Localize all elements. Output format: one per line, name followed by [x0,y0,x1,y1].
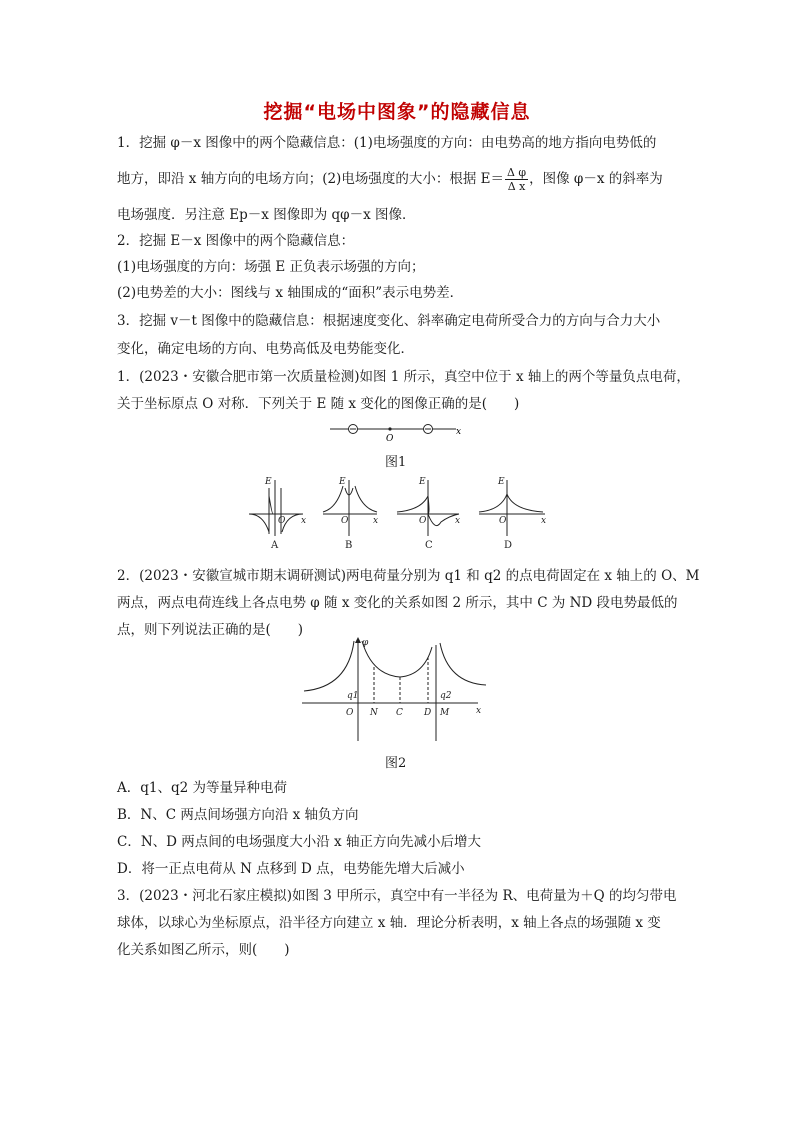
figure-2-caption: 图2 [385,756,407,771]
fig2-C-label: C [396,708,403,718]
delta-phi-over-delta-x [505,166,528,193]
optD-x-label: x [541,516,547,526]
optB-E-label: E [339,477,346,487]
optA-E-label: E [265,477,272,487]
q3-line-2: 球体，以球心为坐标原点，沿半径方向建立 x 轴．理论分析表明，x 轴上各点的场强随 x 变 [117,915,661,931]
page-title: 挖掘“电场中图象”的隐藏信息 [263,101,531,123]
q3-line-1: 3．(2023・河北石家庄模拟)如图 3 甲所示，真空中有一半径为 R、电荷量为＋Q 的均匀带电 [117,888,677,904]
intro-line-2 [117,166,663,193]
q3-line-3: 化关系如图乙所示，则( ) [117,942,290,958]
intro-line-3: 电场强度．另注意 Ep－x 图像即为 qφ－x 图像． [117,207,416,223]
optB-O-label: O [341,516,349,526]
q2-choice-B: B．N、C 两点间场强方向沿 x 轴负方向 [117,807,359,823]
optC-x-label: x [455,516,461,526]
intro-line-6: (2)电势差的大小：图线与 x 轴围成的“面积”表示电势差． [117,285,464,301]
option-B-label: B [345,540,353,551]
intro-line-8: 变化，确定电场的方向、电势高低及电势能变化． [117,341,414,357]
optA-O-label: O [278,516,286,526]
optD-E-label: E [498,477,505,487]
q2-choice-D: D．将一正点电荷从 N 点移到 D 点，电势能先增大后减小 [117,861,465,877]
q1-option-graphs [245,474,550,552]
option-C-label: C [425,540,433,551]
figure-2-potential-graph [300,635,500,745]
q1-line-2: 关于坐标原点 O 对称．下列关于 E 随 x 变化的图像正确的是( ) [117,396,520,412]
frac-denominator: Δ x [507,180,526,193]
fig2-D-label: D [424,708,432,718]
fig1-origin-label: O [386,434,394,442]
q2-line-2: 两点，两点电荷连线上各点电势 φ 随 x 变化的关系如图 2 所示，其中 C 为 ND 段电势最低的 [117,595,678,611]
fig2-phi-label: φ [362,638,369,648]
intro-line-2a: 地方，即沿 x 轴方向的电场方向；(2)电场强度的大小：根据 E＝ [117,171,504,187]
option-D-label: D [504,540,513,551]
figure-1-caption: 图1 [385,455,407,470]
optA-x-label: x [301,516,307,526]
option-A-label: A [271,540,279,551]
q2-line-1: 2．(2023・安徽宣城市期末调研测试)两电荷量分别为 q1 和 q2 的点电荷固定在 x 轴上的 O、M [117,568,700,584]
optB-x-label: x [373,516,379,526]
fig2-N-label: N [370,708,378,718]
q2-line-3: 点，则下列说法正确的是( ) [117,622,304,638]
fig2-q2-label: q2 [440,691,452,701]
intro-line-4: 2．挖掘 E－x 图像中的两个隐藏信息： [117,233,355,249]
q1-line-1: 1．(2023・安徽合肥市第一次质量检测)如图 1 所示，真空中位于 x 轴上的两个等量负点电荷， [117,369,690,385]
fig2-O-label: O [346,708,354,718]
intro-line-2b: ，图像 φ－x 的斜率为 [529,171,663,187]
optC-E-label: E [419,477,426,487]
intro-line-7: 3．挖掘 v－t 图像中的隐藏信息：根据速度变化、斜率确定电荷所受合力的方向与合力大小 [117,313,661,329]
optC-O-label: O [419,516,427,526]
q2-choice-C: C．N、D 两点间的电场强度大小沿 x 轴正方向先减小后增大 [117,834,481,850]
frac-numerator: Δ φ [506,166,527,179]
fig2-x-label: x [476,706,482,716]
intro-line-1: 1．挖掘 φ－x 图像中的两个隐藏信息：(1)电场强度的方向：由电势高的地方指向电势低的 [117,135,657,151]
fig2-q1-label: q1 [347,691,359,701]
intro-line-5: (1)电场强度的方向：场强 E 正负表示场强的方向； [117,259,425,275]
optD-O-label: O [499,516,507,526]
fig2-M-label: M [440,708,450,718]
fig1-x-label: x [456,427,462,437]
q2-choice-A: A．q1、q2 为等量异种电荷 [117,780,288,796]
figure-1-axis [328,420,468,442]
